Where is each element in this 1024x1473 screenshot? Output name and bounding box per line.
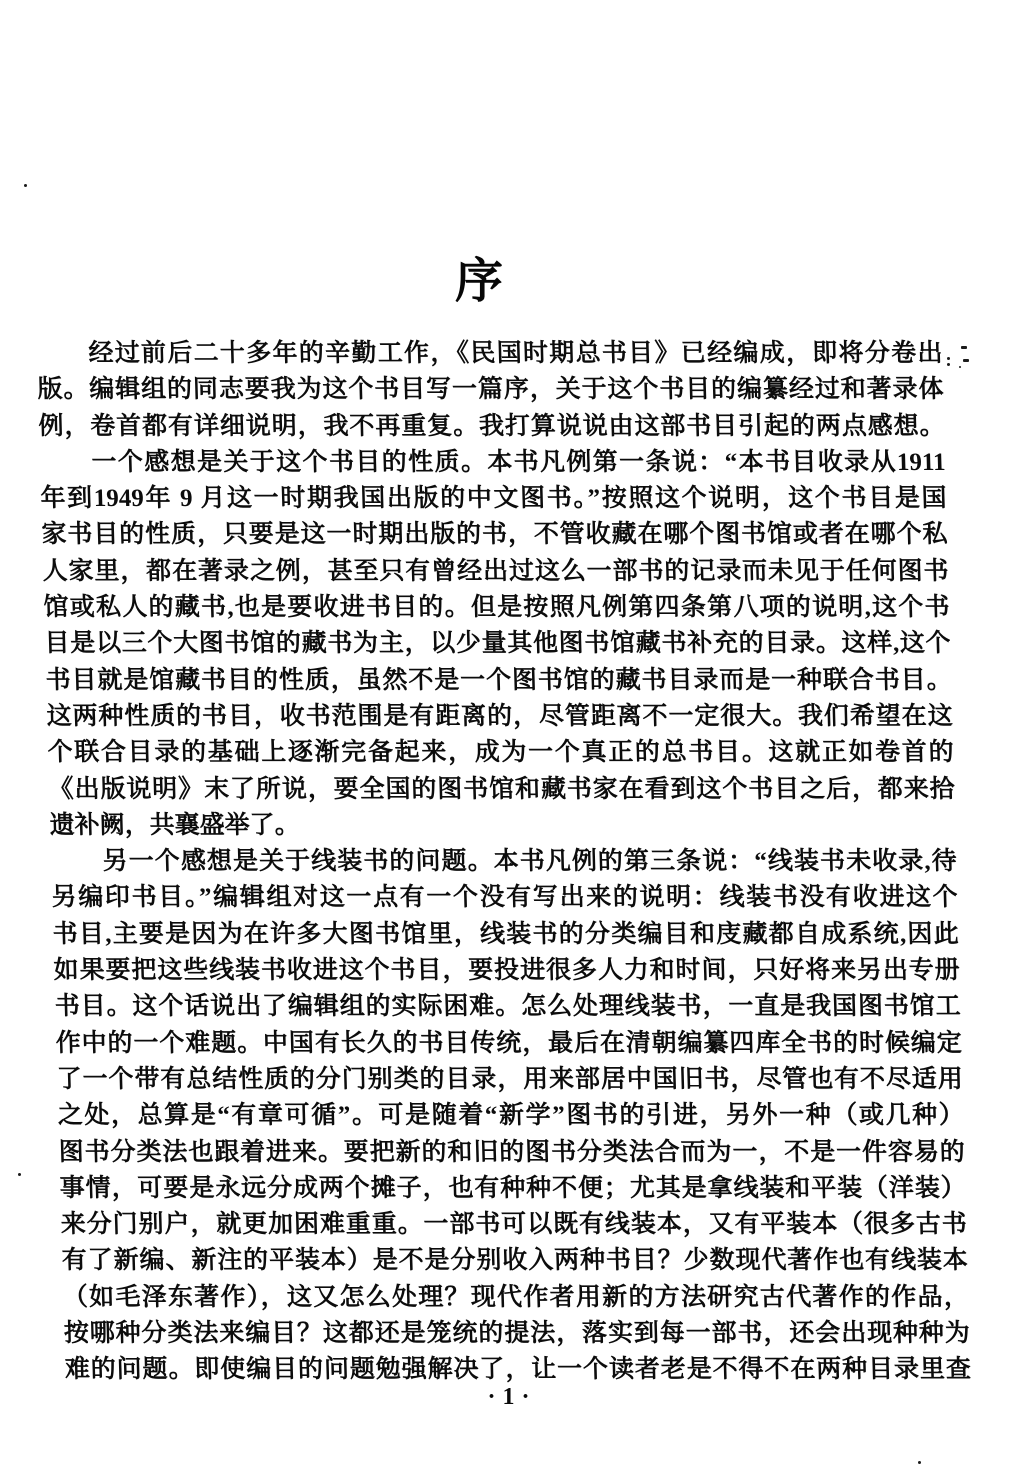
scan-speck [918,1461,921,1464]
scan-speck [18,1173,21,1176]
text-line: 作中的一个难题。中国有长久的书目传统，最后在清朝编纂四库全书的时候编定 [55,1029,963,1057]
scan-speck [963,359,969,362]
text-line: 书目就是馆藏书目的性质，虽然不是一个图书馆的藏书目录而是一种联合书目。 [45,666,952,694]
text-line: 之处，总算是“有章可循”。可是随着“新学”图书的引进，另外一种（或几种） [57,1102,965,1130]
text-line: 这两种性质的书目，收书范围是有距离的，尽管距离不一定很大。我们希望在这 [46,702,954,730]
text-line: 目是以三个大图书馆的藏书为主，以少量其他图书馆藏书补充的目录。这样,这个 [44,630,951,658]
scan-speck [959,366,961,368]
scan-speck [947,357,950,360]
text-line: 家书目的性质，只要是这一时期出版的书，不管收藏在哪个图书馆或者在哪个私 [41,521,948,549]
page-title: 序 [454,255,505,308]
text-line: 版。编辑组的同志要我为这个书目写一篇序，关于这个书目的编纂经过和著录体 [37,376,944,404]
text-line: 有了新编、新注的平装本）是不是分别收入两种书目？少数现代著作也有线装本 [61,1247,969,1275]
text-line: （如毛泽东著作），这又怎么处理？现代作者用新的方法研究古代著作的作品， [62,1283,970,1311]
preface-body [36,336,971,1389]
text-line: 例，卷首都有详细说明，我不再重复。我打算说说由这部书目引起的两点感想。 [38,412,945,440]
text-line: 来分门别户，就更加困难重重。一部书可以既有线装本，又有平装本（很多古书 [60,1211,968,1239]
text-line: 人家里，都在著录之例，甚至只有曾经出过这么一部书的记录而未见于任何图书 [42,557,949,585]
text-line: 年到1949年 9 月这一时期我国出版的中文图书。”按照这个说明，这个书目是国 [40,485,947,513]
text-line: 另编印书目。”编辑组对这一点有一个没有写出来的说明：线装书没有收进这个 [51,884,959,912]
text-line: 了一个带有总结性质的分门别类的目录，用来部居中国旧书，尽管也有不尽适用 [56,1065,964,1093]
text-line: 如果要把这些线装书收进这个书目，要投进很多人力和时间，只好将来另出专册 [53,957,961,985]
text-line: 书目,主要是因为在许多大图书馆里，线装书的分类编目和庋藏都自成系统,因此 [52,920,960,948]
text-line: 一个感想是关于这个书目的性质。本书凡例第一条说：“本书目收录从1911 [91,448,946,476]
text-line: 书目。这个话说出了编辑组的实际困难。怎么处理线装书，一直是我国图书馆工 [54,993,962,1021]
text-line: 《出版说明》末了所说，要全国的图书馆和藏书家在看到这个书目之后，都来拾 [48,775,956,803]
text-line: 按哪种分类法来编目？这都还是笼统的提法，落实到每一部书，还会出现种种为 [63,1320,971,1348]
text-line: 遗补阙，共襄盛举了。 [49,811,301,839]
page-number: ·1· [487,1384,537,1410]
text-line: 另一个感想是关于线装书的问题。本书凡例的第三条说：“线装书未收录,待 [102,848,958,876]
text-line: 难的问题。即使编目的问题勉强解决了，让一个读者老是不得不在两种目录里查 [64,1356,972,1384]
scan-speck [961,346,967,349]
text-line: 事情，可要是永远分成两个摊子，也有种种不便；尤其是拿线装和平装（洋装） [59,1174,967,1202]
scan-speck [24,184,27,187]
text-line: 经过前后二十多年的辛勤工作，《民国时期总书目》已经编成，即将分卷出 [88,340,943,367]
text-line: 个联合目录的基础上逐渐完备起来，成为一个真正的总书目。这就正如卷首的 [47,739,955,767]
scan-speck [947,363,950,366]
text-line: 馆或私人的藏书,也是要收进书目的。但是按照凡例第四条第八项的说明,这个书 [43,594,950,622]
text-line: 图书分类法也跟着进来。要把新的和旧的图书分类法合而为一，不是一件容易的 [58,1138,966,1166]
